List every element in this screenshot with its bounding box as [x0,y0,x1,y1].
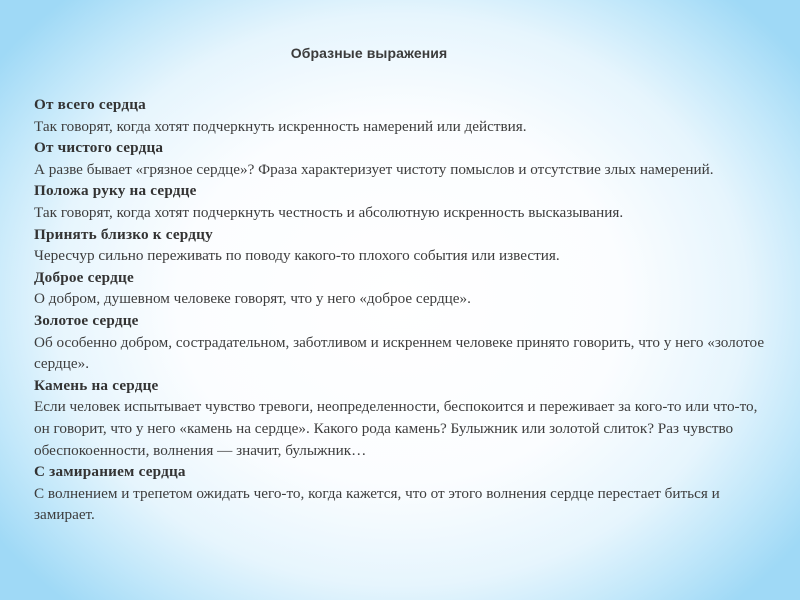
expression-description: Так говорят, когда хотят подчеркнуть честность и абсолютную искренность высказывания. [34,203,624,221]
expression-entry [34,137,772,180]
expression-description: Так говорят, когда хотят подчеркнуть искренность намерений или действия. [34,117,527,135]
expression-entry [34,375,772,461]
expression-entry [34,224,772,267]
expression-term: Принять близко к сердцу [34,225,213,243]
expression-term: Золотое сердце [34,311,139,329]
expression-term: Доброе сердце [34,268,134,286]
expression-description: А разве бывает «грязное сердце»? Фраза характеризует чистоту помыслов и отсутствие злых намерений. [34,160,714,178]
expression-entry [34,461,772,526]
expression-entry [34,310,772,375]
expression-entry [34,94,772,137]
expression-description: Об особенно добром, сострадательном, заботливом и искреннем человеке принято говорить, что у него «золотое сердце». [34,333,765,373]
expression-entry [34,267,772,310]
expression-term: От чистого сердца [34,139,164,157]
expression-description: Если человек испытывает чувство тревоги, неопределенности, беспокоится и переживает за кого-то или что-то, он говорит, что у него «камень на сердце». Какого рода камень? Булыжник или золотой слиток? Раз чувство обеспокоенности, волнения — значит, булыжник… [34,398,758,459]
expression-description: Чересчур сильно переживать по поводу какого-то плохого события или известия. [34,247,560,265]
expression-entry [34,180,772,223]
expression-term: От всего сердца [34,96,146,113]
expression-term: Камень на сердце [34,376,159,394]
expression-term: С замиранием сердца [34,463,186,481]
expression-term: Положа руку на сердце [34,182,197,200]
expression-description: С волнением и трепетом ожидать чего-то, когда кажется, что от этого волнения сердце перестает биться и замирает. [34,484,720,524]
slide-title: Образные выражения [290,45,448,61]
expression-description: О добром, душевном человеке говорят, что у него «доброе сердце». [34,290,471,308]
expressions-list [34,94,772,526]
